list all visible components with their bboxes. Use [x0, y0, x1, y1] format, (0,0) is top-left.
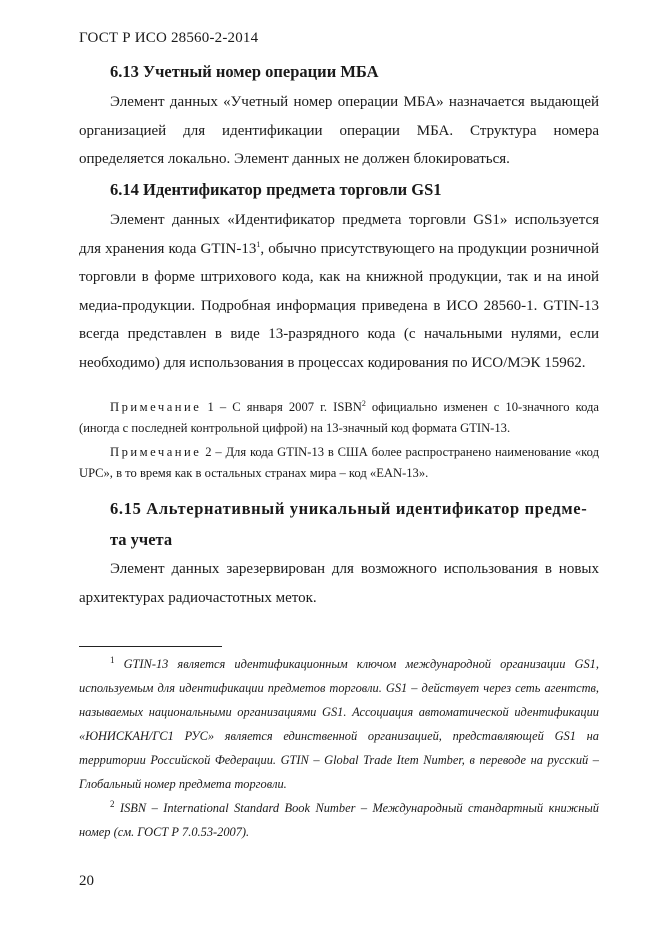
section-6-14-paragraph — [79, 206, 599, 377]
section-6-14-text-a: Элемент данных «Идентификатор предмета торговли GS1» используется для хранения кода GTIN-13 — [79, 212, 599, 257]
note-2-number: 2 — [205, 445, 212, 459]
note-1 — [79, 397, 599, 439]
note-1-text-a: – С января 2007 г. ISBN — [213, 400, 362, 414]
section-6-14-title: 6.14 Идентификатор предмета торговли GS1 — [110, 180, 442, 199]
page-number: 20 — [79, 873, 94, 889]
footnote-2 — [79, 796, 599, 844]
footnote-1-mark: 1 — [110, 654, 115, 665]
footnote-ref-1: 1 — [256, 239, 261, 249]
section-6-13-paragraph: Элемент данных «Учетный номер операции МБА» назначается выдающей организацией для идентификации операции МБА. Структура номера определяется локально. Элемент данных не должен блокироваться. — [79, 94, 599, 167]
note-2-label: Примечание — [110, 445, 202, 459]
footnote-2-mark: 2 — [110, 798, 115, 809]
section-6-14-text-b: , обычно присутствующего на продукции розничной торговли в форме штрихового кода, как на книжной продукции, так и на иной медиа-продукции. Подробная информация приведена в ИСО 28560-1. GTIN-13 всегда представлен в виде 13-разрядного кода (с начальными нулями, если необходимо) для использования в процессах кодирования по ИСО/МЭК 15962. — [79, 240, 600, 371]
footnote-1-text: GTIN-13 является идентификационным ключом международной организации GS1, используемым для идентификации предметов торговли. GS1 – действует через сеть агентств, называемых национальными организациями GS1. Ассоциация автоматической идентификации «ЮНИСКАН/ГС1 РУС» является единственной организацией, представляющей GS1 на территории Российской Федерации. GTIN – Global Trade Item Number, в переводе на русский – Глобальный номер предмета торговли. — [79, 657, 599, 791]
note-2 — [79, 442, 599, 484]
note-2-text: – Для кода GTIN-13 в США более распространено наименование «код UPC», в то время как в остальных странах мира – код «EAN-13». — [79, 445, 599, 480]
section-6-13-text — [79, 88, 599, 174]
note-1-number: 1 — [207, 400, 214, 414]
document-header: ГОСТ Р ИСО 28560-2-2014 — [79, 30, 259, 46]
footnote-1 — [79, 652, 599, 796]
section-6-15-text — [79, 555, 599, 612]
section-6-15-paragraph: Элемент данных зарезервирован для возможного использования в новых архитектурах радиочастотных меток. — [79, 561, 599, 606]
section-6-15-title-line1: 6.15 Альтернативный уникальный идентификатор предме- — [110, 499, 588, 518]
footnote-divider — [79, 646, 222, 647]
section-6-13-title: 6.13 Учетный номер операции МБА — [110, 62, 379, 81]
footnote-2-text: ISBN – International Standard Book Number – Международный стандартный книжный номер (см. ГОСТ Р 7.0.53-2007). — [79, 801, 599, 839]
section-6-15-title-line2: та учета — [110, 530, 173, 549]
note-1-label: Примечание — [110, 400, 202, 414]
footnote-ref-2: 2 — [361, 398, 366, 408]
section-6-14-text — [79, 206, 599, 377]
note-1-text-b: официально изменен с 10-значного кода (иногда с последней контрольной цифрой) на 13-значный код формата GTIN-13. — [79, 400, 600, 435]
